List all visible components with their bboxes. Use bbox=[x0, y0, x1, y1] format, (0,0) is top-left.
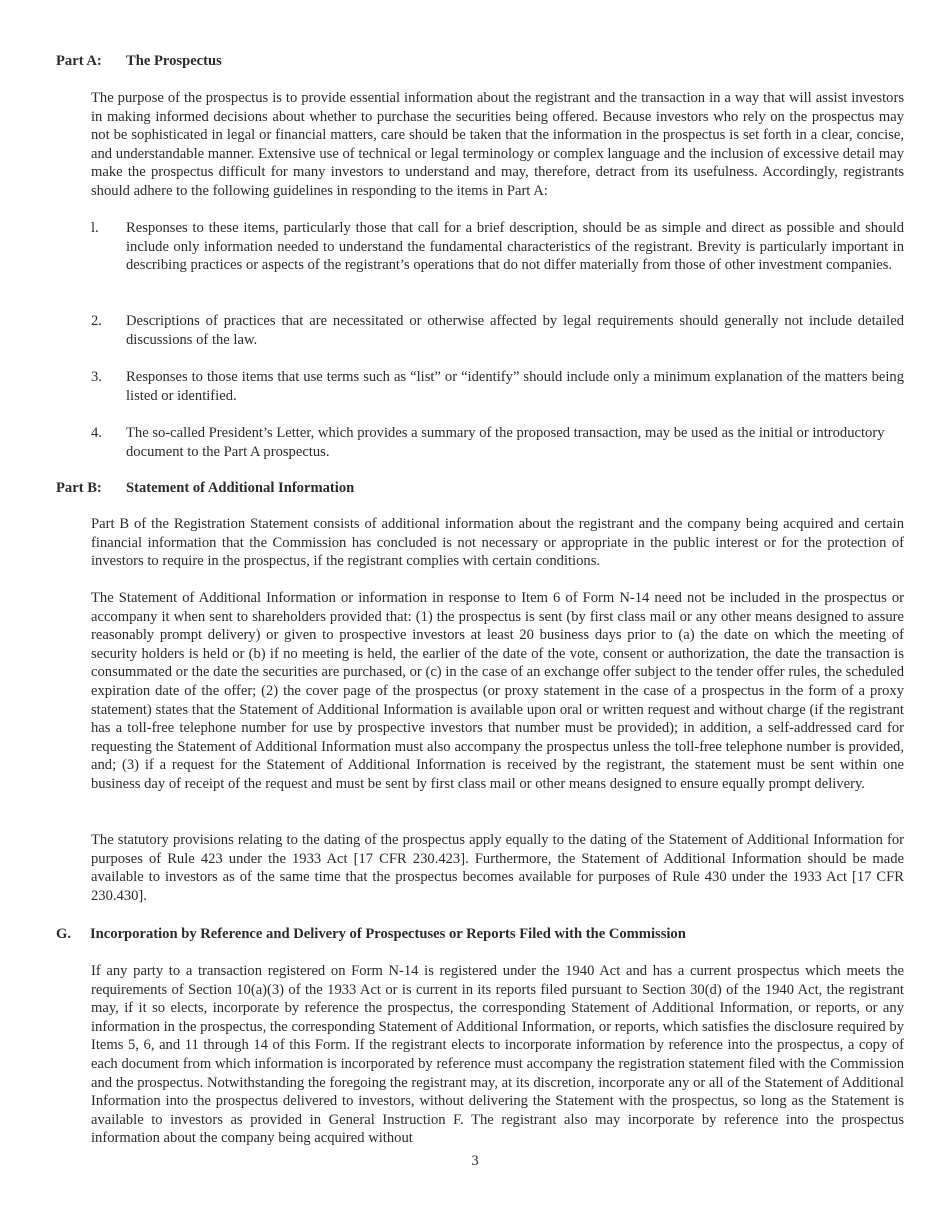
list-item-number: 3. bbox=[91, 369, 102, 385]
list-item bbox=[91, 424, 904, 461]
section-g-heading bbox=[56, 925, 686, 944]
part-a-label: Part A: bbox=[56, 53, 102, 69]
page-number: 3 bbox=[471, 1153, 479, 1169]
section-g-label: G. bbox=[56, 926, 71, 942]
part-a-heading bbox=[56, 52, 222, 71]
part-b-paragraph-2: The Statement of Additional Information or information in response to Item 6 of Form N-14 need not be included in the prospectus or accompany it when sent to shareholders provided that: (1) the prospectus is sent (by first class mail or any other means designed to assure reasonably prompt delivery) or given to prospective investors at least 20 business days prior to (a) the date on which the meeting of security holders is held or (b) if no meeting is held, the earlier of the date of the vote, consent or authorization, the date the transaction is consummated or the date the securities are purchased, or (c) in the case of an exchange offer subject to the tender offer rules, the scheduled expiration date of the offer; (2) the cover page of the prospectus (or proxy statement in the case of a prospectus in the form of a proxy statement) states that the Statement of Additional Information is available upon oral or written request and without charge (if the registrant has a toll-free telephone number for use by prospective investors that number must be provided); in addition, a self-addressed card for requesting the Statement of Additional Information must also accompany the prospectus unless the toll-free telephone number is provided, and; (3) if a request for the Statement of Additional Information is received by the registrant, the statement must be sent within one business day of receipt of the request and must be sent by first class mail or other means designed to ensure equally prompt delivery. bbox=[91, 590, 904, 792]
part-b-paragraph-3: The statutory provisions relating to the dating of the prospectus apply equally to the dating of the Statement of Additional Information for purposes of Rule 423 under the 1933 Act [17 CFR 230.423]. Furthermore, the Statement of Additional Information should be made available to investors as of the same time that the prospectus becomes available for purposes of Rule 430 under the 1933 Act [17 CFR 230.430]. bbox=[91, 832, 904, 904]
list-item-text: Responses to those items that use terms such as “list” or “identify” should include only a minimum explanation of the matters being listed or identified. bbox=[126, 369, 904, 404]
list-item-number: l. bbox=[91, 220, 99, 236]
list-item-text: The so-called President’s Letter, which provides a summary of the proposed transaction, may be used as the initial or introductory document to the Part A prospectus. bbox=[126, 425, 885, 460]
part-a-title: The Prospectus bbox=[126, 53, 222, 69]
list-item-text: Responses to these items, particularly those that call for a brief description, should be as simple and direct as possible and should include only information needed to understand the fundamental characteristics of the registrant. Brevity is particularly important in describing practices or aspects of the registrant’s operations that do not differ materially from those of other investment companies. bbox=[126, 220, 904, 274]
part-b-paragraph-1: Part B of the Registration Statement consists of additional information about the registrant and the company being acquired and certain financial information that the Commission has concluded is not necessary or appropriate in the public interest or for the protection of investors to require in the prospectus, if the registrant complies with certain conditions. bbox=[91, 516, 904, 570]
part-a-intro: The purpose of the prospectus is to provide essential information about the registrant and the transaction in a way that will assist investors in making informed decisions about whether to purchase the securities being offered. Because investors who rely on the prospectus may not be sophisticated in legal or financial matters, care should be taken that the information in the prospectus is set forth in a clear, concise, and understandable manner. Extensive use of technical or legal terminology or complex language and the inclusion of excessive detail may make the prospectus difficult for many investors to understand and may, therefore, detract from its usefulness. Accordingly, registrants should adhere to the following guidelines in responding to the items in Part A: bbox=[91, 90, 904, 199]
section-g-title: Incorporation by Reference and Delivery of Prospectuses or Reports Filed with the Commission bbox=[90, 926, 686, 942]
list-item-text: Descriptions of practices that are necessitated or otherwise affected by legal requirements should generally not include detailed discussions of the law. bbox=[126, 313, 904, 348]
list-item-number: 2. bbox=[91, 313, 102, 329]
list-item bbox=[91, 219, 904, 275]
list-item bbox=[91, 368, 904, 405]
list-item-number: 4. bbox=[91, 425, 102, 441]
list-item bbox=[91, 312, 904, 349]
part-b-title: Statement of Additional Information bbox=[126, 480, 355, 496]
section-g-paragraph: If any party to a transaction registered on Form N-14 is registered under the 1940 Act and has a current prospectus which meets the requirements of Section 10(a)(3) of the 1933 Act or is current in its reports filed pursuant to Section 30(d) of the 1940 Act, the registrant may, if it so elects, incorporate by reference the prospectus, the corresponding Statement of Additional Information, or reports, or any information in the prospectus, the corresponding Statement of Additional Information, or reports, which satisfies the disclosure required by Items 5, 6, and 11 through 14 of this Form. If the registrant elects to incorporate information by reference into the prospectus, a copy of each document from which information is incorporated by reference must accompany the registration statement filed with the Commission and the prospectus. Notwithstanding the foregoing the registrant may, at its discretion, incorporate any or all of the Statement of Additional Information into the prospectus delivered to investors, without delivering the Statement with the prospectus, so long as the Statement is available to investors as provided in General Instruction F. The registrant also may incorporate by reference into the prospectus information about the company being acquired without bbox=[91, 963, 904, 1147]
part-b-heading bbox=[56, 479, 354, 498]
part-b-label: Part B: bbox=[56, 480, 102, 496]
